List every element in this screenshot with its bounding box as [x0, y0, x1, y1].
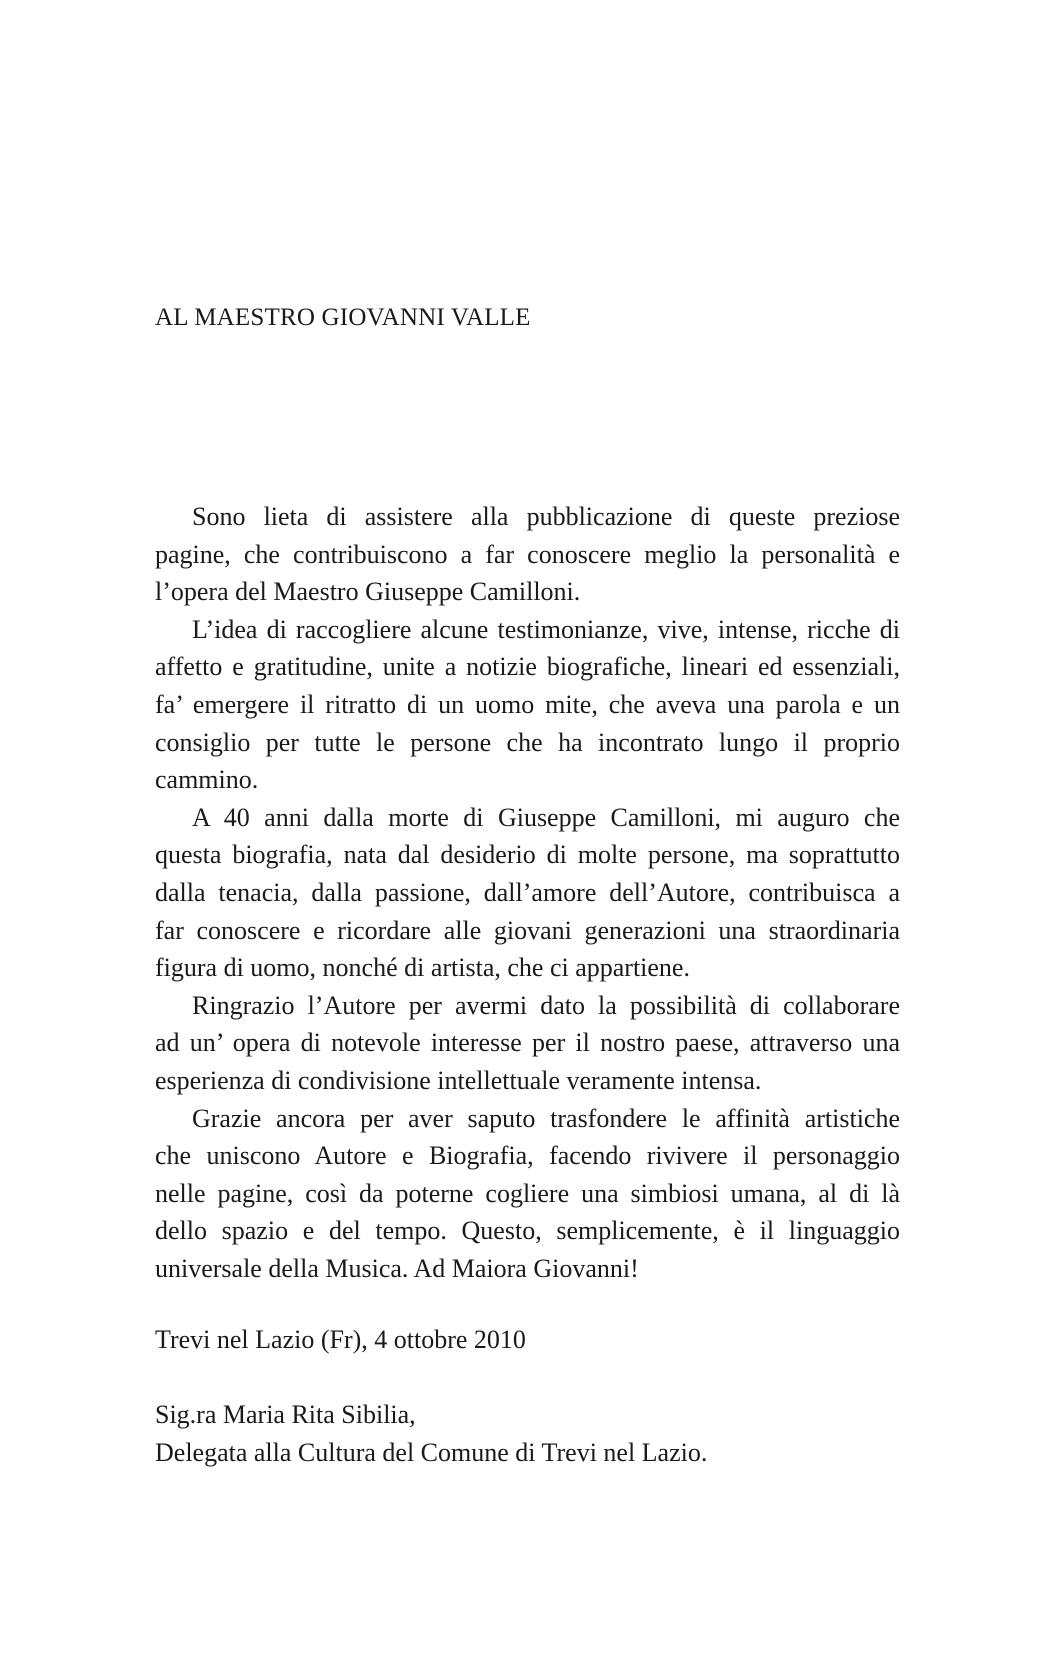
paragraph-line: consiglio per tutte le persone che ha incontrato lungo il proprio — [155, 727, 900, 757]
paragraph-line: Grazie ancora per aver saputo trasfondere le affinità artistiche — [192, 1103, 900, 1133]
paragraph — [155, 498, 900, 611]
paragraph-line: cammino. — [155, 765, 259, 795]
dateline: Trevi nel Lazio (Fr), 4 ottobre 2010 — [155, 1325, 526, 1354]
paragraph-line: fa’ emergere il ritratto di un uomo mite, che aveva una parola e un — [155, 689, 900, 719]
paragraph-line: Ringrazio l’Autore per avermi dato la possibilità di collaborare — [192, 990, 900, 1020]
paragraph-line: Sono lieta di assistere alla pubblicazione di queste preziose — [192, 502, 900, 531]
paragraph-line: A 40 anni dalla morte di Giuseppe Camilloni, mi auguro che — [192, 802, 900, 832]
paragraph — [155, 611, 900, 799]
paragraph-line: pagine, che contribuiscono a far conoscere meglio la personalità e — [155, 539, 900, 569]
signature-line: Delegata alla Cultura del Comune di Trevi nel Lazio. — [155, 1437, 708, 1467]
paragraph-line: far conoscere e ricordare alle giovani generazioni una straordinaria — [155, 915, 900, 945]
dedication-heading: AL MAESTRO GIOVANNI VALLE — [155, 304, 531, 331]
paragraph — [155, 987, 900, 1100]
paragraph-line: esperienza di condivisione intellettuale veramente intensa. — [155, 1065, 762, 1095]
paragraph-line: figura di uomo, nonché di artista, che ci appartiene. — [155, 953, 690, 983]
paragraph — [155, 1100, 900, 1288]
paragraph-line: L’idea di raccogliere alcune testimonianze, vive, intense, ricche di — [192, 614, 900, 644]
paragraph-line: l’opera del Maestro Giuseppe Camilloni. — [155, 577, 581, 607]
paragraph-line: affetto e gratitudine, unite a notizie biografiche, lineari ed essenziali, — [155, 652, 900, 682]
paragraph-line: dalla tenacia, dalla passione, dall’amore dell’Autore, contribuisca a — [155, 877, 900, 907]
paragraph-line: dello spazio e del tempo. Questo, semplicemente, è il linguaggio — [155, 1216, 900, 1246]
paragraph-line: che uniscono Autore e Biografia, facendo rivivere il personaggio — [155, 1141, 900, 1171]
paragraph-line: universale della Musica. Ad Maiora Giovanni! — [155, 1253, 639, 1283]
signature-block — [155, 1396, 707, 1471]
paragraph-line: questa biografia, nata dal desiderio di molte persone, ma soprattutto — [155, 840, 900, 870]
paragraph-line: ad un’ opera di notevole interesse per il nostro paese, attraverso una — [155, 1028, 900, 1058]
body-text — [155, 498, 900, 1287]
paragraph-line: nelle pagine, così da poterne cogliere una simbiosi umana, al di là — [155, 1178, 900, 1208]
signature-line: Sig.ra Maria Rita Sibilia, — [155, 1400, 416, 1429]
paragraph — [155, 799, 900, 987]
